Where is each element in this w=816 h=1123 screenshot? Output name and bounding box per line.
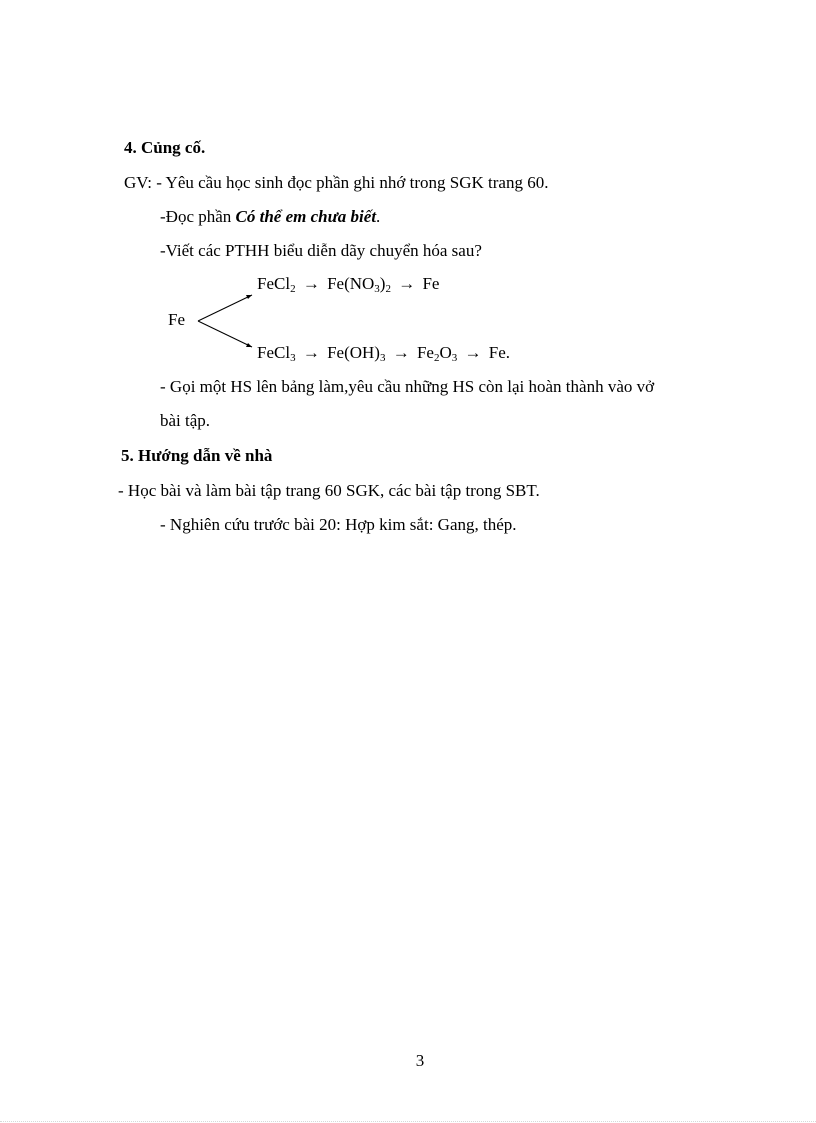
arrow-icon: → — [398, 274, 416, 293]
fe2o3-subscript-1: 2 — [433, 352, 440, 364]
feno32-subscript-1: 3 — [374, 283, 380, 295]
gv-instruction: GV: - Yêu cầu học sinh đọc phần ghi nhớ trong SGK trang 60. — [124, 173, 549, 192]
read-suffix: . — [376, 207, 381, 226]
section-4-heading: 4. Củng cố. — [124, 138, 206, 157]
feoh3-formula: Fe(OH) — [327, 343, 380, 362]
arrow-icon: → — [464, 343, 482, 362]
page-bottom-divider — [0, 1121, 816, 1122]
call-student-line: - Gọi một HS lên bảng làm,yêu cầu những HS còn lại hoàn thành vào vở — [160, 377, 655, 396]
page-number: 3 — [415, 1051, 425, 1070]
feno32-formula: Fe(NO — [327, 274, 375, 293]
fe-product-lower: Fe. — [488, 343, 510, 362]
read-emphasis: Có thể em chưa biết — [235, 207, 377, 226]
feno32-paren: ) — [379, 274, 386, 293]
homework-item-1: - Học bài và làm bài tập trang 60 SGK, các bài tập trong SBT. — [118, 481, 540, 500]
call-student-line-continued: bài tập. — [160, 411, 211, 430]
fe2o3-formula: Fe — [416, 343, 434, 362]
arrow-icon: → — [392, 343, 410, 362]
fe-product-upper: Fe — [422, 274, 440, 293]
read-section-line — [160, 207, 380, 227]
homework-item-2: - Nghiên cứu trước bài 20: Hợp kim sắt: Gang, thép. — [160, 515, 517, 534]
fecl2-formula: FeCl — [257, 274, 291, 293]
lower-chain — [257, 343, 510, 363]
arrow-icon: → — [302, 274, 320, 293]
scheme-start-fe: Fe — [168, 310, 185, 329]
write-equations-line: -Viết các PTHH biểu diễn dãy chuyển hóa sau? — [160, 241, 482, 260]
arrow-icon: → — [302, 343, 320, 362]
fecl3-subscript: 3 — [290, 352, 296, 364]
fe2o3-oxygen: O — [439, 343, 452, 362]
feno32-subscript-2: 2 — [385, 283, 391, 295]
branch-arrows — [194, 290, 258, 352]
section-5-heading: 5. Hướng dẫn về nhà — [121, 446, 273, 465]
upper-chain — [257, 274, 439, 294]
fe2o3-subscript-2: 3 — [451, 352, 458, 364]
feoh3-subscript: 3 — [379, 352, 386, 364]
fecl2-subscript: 2 — [290, 283, 296, 295]
fecl3-formula: FeCl — [257, 343, 291, 362]
read-prefix: -Đọc phần — [160, 207, 236, 226]
